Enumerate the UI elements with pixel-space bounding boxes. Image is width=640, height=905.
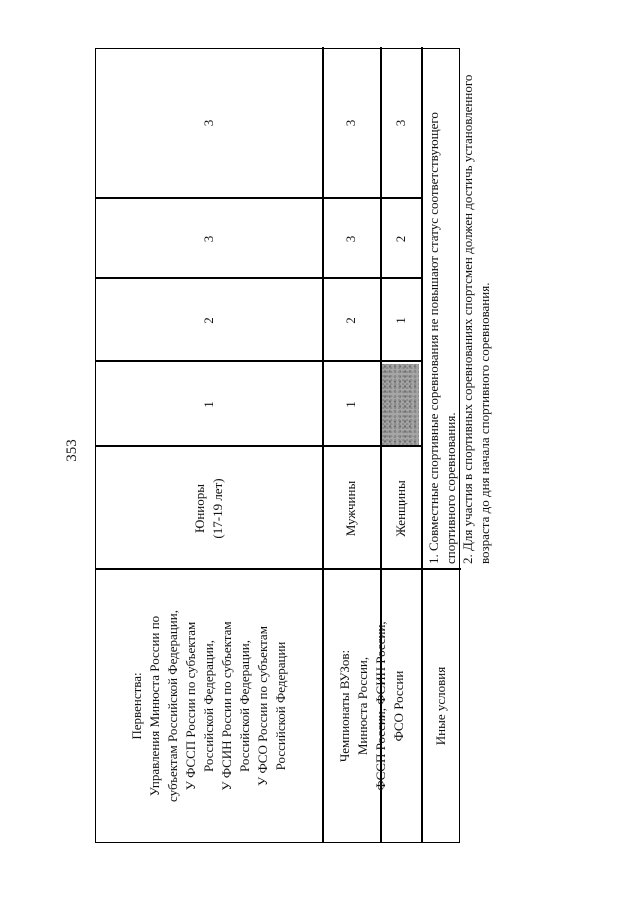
value-cell: 3 (201, 235, 216, 243)
competition-cell-championships: Первенства: Управления Минюста России по субъектам Российской Федерации, У ФССП России по субъектам Российской Федерации, У ФСИН России по субъектам Российской Федерации, У ФСО России по субъектам Российской Федерации (129, 610, 288, 802)
value-cell: 1 (201, 401, 216, 408)
value-cell: 3 (392, 119, 408, 127)
page-number: 353 (63, 438, 80, 462)
value-cell: 2 (343, 317, 358, 324)
value-cell: 1 (343, 401, 358, 408)
value-cell: 3 (343, 119, 358, 127)
note-1: 1. Совместные спортивные соревнования не повышают статус соответствующего спортивного соревнования. (426, 112, 458, 564)
note-2: 2. Для участия в спортивных соревнованиях спортсмен должен достичь установленного возраста до дня начала спортивного соревнования. (460, 74, 492, 564)
shaded-empty-cell (382, 364, 419, 445)
group-cell-women: Женщины (392, 480, 408, 537)
table-frame (95, 48, 492, 843)
value-cell: 2 (201, 317, 216, 324)
rotated-table (95, 48, 492, 843)
competition-cell-universities: Чемпионаты ВУЗов: Минюста России, ФССП России, ФСИН России, ФСО России (336, 621, 406, 791)
value-cell: 3 (201, 119, 216, 127)
data-table (95, 48, 492, 843)
group-cell-juniors: Юниоры (17-19 лет) (192, 478, 225, 539)
value-cell: 1 (392, 317, 408, 324)
group-cell-men: Мужчины (343, 480, 358, 537)
other-conditions-notes (421, 47, 492, 570)
value-cell: 3 (343, 235, 358, 243)
other-conditions-label: Иные условия (433, 666, 448, 746)
value-cell: 2 (392, 235, 408, 243)
